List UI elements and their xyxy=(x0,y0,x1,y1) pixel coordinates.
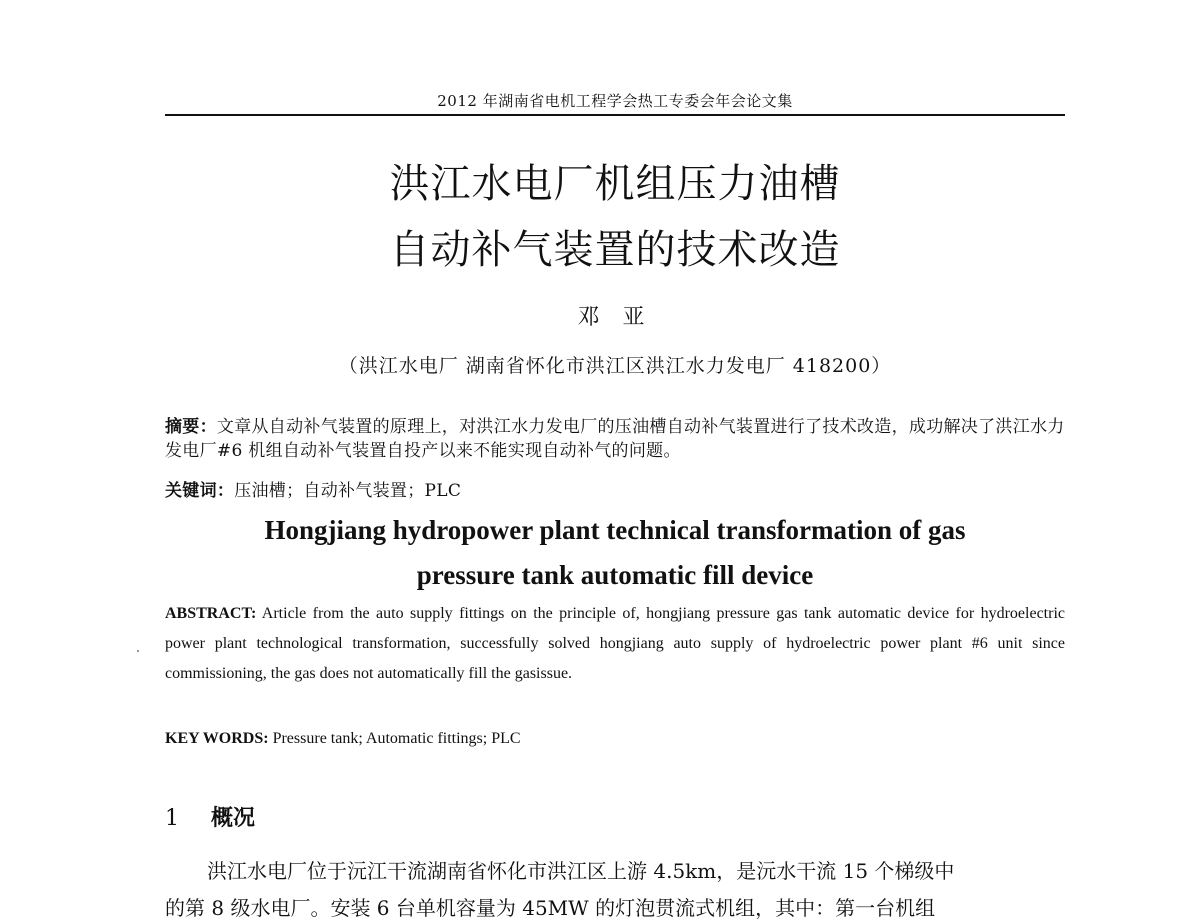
abstract-en-text: Article from the auto supply fittings on the principle of, hongjiang pressure gas tank automatic device for hydroelectric power plant technological transformation, successfully solved hongjiang auto supply of hydroelectric power plant #6 unit since commissioning, the gas does not automatically fill the gasissue. xyxy=(165,605,1065,682)
keywords-en-text: Pressure tank; Automatic fittings; PLC xyxy=(268,730,521,747)
keywords-zh xyxy=(165,479,1065,503)
abstract-en xyxy=(165,599,1065,689)
abstract-zh-label: 摘要： xyxy=(165,417,217,437)
scan-speck xyxy=(137,650,139,652)
abstract-zh xyxy=(165,415,1065,463)
title-zh-line1: 洪江水电厂机组压力油槽 xyxy=(389,161,841,207)
keywords-en xyxy=(165,727,1065,751)
section-number: 1 xyxy=(165,806,179,831)
body-paragraph-line-1: 洪江水电厂位于沅江干流湖南省怀化市洪江区上游 4.5km，是沅水干流 15 个梯级中 xyxy=(207,859,955,883)
author: 邓 亚 xyxy=(577,305,653,330)
abstract-zh-text: 文章从自动补气装置的原理上，对洪江水力发电厂的压油槽自动补气装置进行了技术改造，成功解决了洪江水力发电厂#6 机组自动补气装置自投产以来不能实现自动补气的问题。 xyxy=(165,417,1065,461)
section-heading-1 xyxy=(165,804,255,834)
title-zh-line2: 自动补气装置的技术改造 xyxy=(389,227,841,273)
section-title: 概况 xyxy=(211,806,256,831)
keywords-zh-text: 压油槽；自动补气装置；PLC xyxy=(234,481,462,501)
affiliation: （洪江水电厂 湖南省怀化市洪江区洪江水力发电厂 418200） xyxy=(338,355,892,377)
keywords-zh-label: 关键词： xyxy=(165,481,235,501)
keywords-en-label: KEY WORDS: xyxy=(165,730,269,747)
header-rule xyxy=(165,114,1065,116)
title-en-line1: Hongjiang hydropower plant technical transformation of gas xyxy=(264,515,966,545)
title-en-line2: pressure tank automatic fill device xyxy=(416,560,814,590)
running-header: 2012 年湖南省电机工程学会热工专委会年会论文集 xyxy=(437,92,793,110)
abstract-en-label: ABSTRACT: xyxy=(165,605,257,622)
body-paragraph-line-2: 的第 8 级水电厂。安装 6 台单机容量为 45MW 的灯泡贯流式机组，其中：第一台机组 xyxy=(165,896,936,920)
